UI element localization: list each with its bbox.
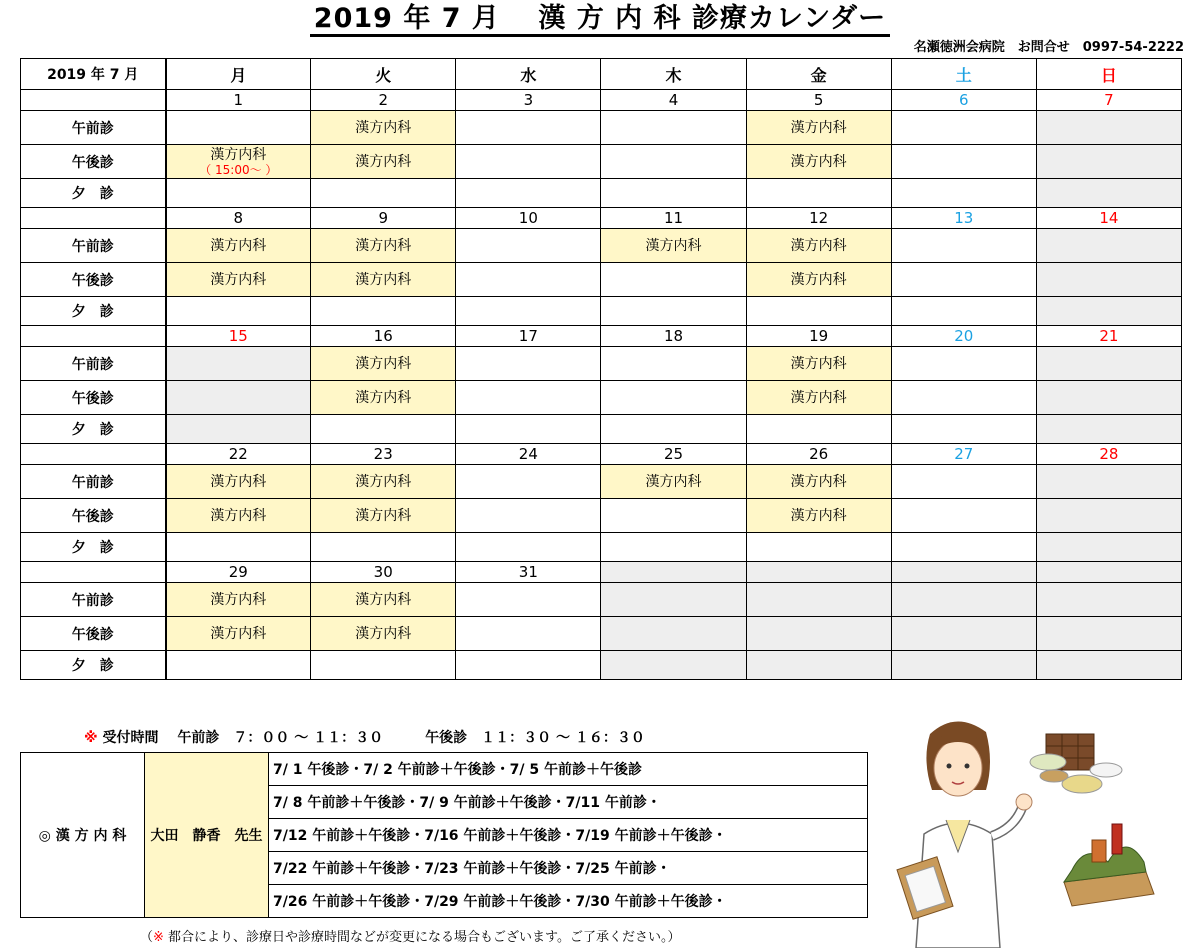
- slot-pm-sat: [891, 263, 1036, 297]
- kampo-slot-label: 漢方内科: [790, 473, 847, 490]
- slot-am-mon: [166, 347, 311, 381]
- slot-ev-thu: [601, 179, 746, 208]
- date-cell-wed: 10: [456, 208, 601, 229]
- session-label-am: 午前診: [21, 583, 166, 617]
- slot-am-sun: [1036, 229, 1181, 263]
- kampo-slot-label: 漢方内科: [790, 507, 847, 524]
- date-cell-mon: 1: [166, 90, 311, 111]
- slot-am-sat: [891, 229, 1036, 263]
- slot-pm-wed: [456, 145, 601, 179]
- reception-hours: [84, 727, 645, 747]
- slot-am-sat: [891, 111, 1036, 145]
- slot-ev-wed: [456, 297, 601, 326]
- kampo-slot-label: 漢方内科: [355, 153, 412, 170]
- date-cell-tue: 2: [311, 90, 456, 111]
- slot-ev-wed: [456, 179, 601, 208]
- date-row-label: [21, 90, 166, 111]
- slot-pm-tue: [311, 145, 456, 179]
- slot-pm-tue: [311, 499, 456, 533]
- session-label-ev: 夕 診: [21, 415, 166, 444]
- page-title: 2019 年 7 月 漢 方 内 科 診療カレンダー: [0, 2, 1200, 36]
- slot-am-mon: [166, 583, 311, 617]
- slot-am-wed: [456, 583, 601, 617]
- session-row-pm: [21, 499, 1182, 533]
- slot-am-wed: [456, 229, 601, 263]
- kampo-slot-label: 漢方内科: [355, 271, 412, 288]
- slot-am-wed: [456, 465, 601, 499]
- slot-pm-wed: [456, 617, 601, 651]
- date-cell-wed: 31: [456, 562, 601, 583]
- slot-pm-mon: [166, 263, 311, 297]
- kampo-slot-label: 漢方内科: [355, 355, 412, 372]
- slot-pm-thu: [601, 145, 746, 179]
- session-row-am: [21, 229, 1182, 263]
- date-cell-sat: 20: [891, 326, 1036, 347]
- slot-am-sat: [891, 583, 1036, 617]
- kampo-slot-label: 漢方内科: [355, 473, 412, 490]
- month-label: 2019 年 7 月: [21, 59, 166, 90]
- calendar-table: [20, 58, 1182, 680]
- date-cell-fri: 19: [746, 326, 891, 347]
- slot-am-wed: [456, 111, 601, 145]
- date-cell-sat: 13: [891, 208, 1036, 229]
- slot-am-thu: [601, 465, 746, 499]
- session-label-ev: 夕 診: [21, 179, 166, 208]
- slot-am-sat: [891, 465, 1036, 499]
- date-cell-sat: 6: [891, 90, 1036, 111]
- schedule-line: 7/ 8 午前診＋午後診・7/ 9 午前診＋午後診・7/11 午前診・: [269, 786, 868, 819]
- date-row-label: [21, 444, 166, 465]
- slot-am-thu: [601, 111, 746, 145]
- session-row-ev: [21, 533, 1182, 562]
- session-row-am: [21, 111, 1182, 145]
- date-cell-fri: [746, 562, 891, 583]
- slot-ev-mon: [166, 533, 311, 562]
- schedule-line: 7/12 午前診＋午後診・7/16 午前診＋午後診・7/19 午前診＋午後診・: [269, 819, 868, 852]
- date-row: [21, 208, 1182, 229]
- slot-pm-thu: [601, 499, 746, 533]
- slot-pm-wed: [456, 263, 601, 297]
- date-row: [21, 444, 1182, 465]
- slot-pm-fri: [746, 145, 891, 179]
- kampo-slot-label: 漢方内科: [210, 146, 267, 163]
- slot-ev-sat: [891, 651, 1036, 680]
- date-cell-thu: 25: [601, 444, 746, 465]
- kampo-slot-label: 漢方内科: [210, 237, 267, 254]
- slot-ev-mon: [166, 651, 311, 680]
- date-cell-tue: 9: [311, 208, 456, 229]
- slot-ev-sat: [891, 415, 1036, 444]
- slot-pm-wed: [456, 499, 601, 533]
- session-label-pm: 午後診: [21, 381, 166, 415]
- slot-ev-tue: [311, 533, 456, 562]
- date-cell-sun: [1036, 562, 1181, 583]
- slot-ev-tue: [311, 179, 456, 208]
- weekday-header-row: [21, 59, 1182, 90]
- doctor-figure-icon: [897, 721, 1032, 948]
- slot-ev-mon: [166, 179, 311, 208]
- slot-ev-fri: [746, 415, 891, 444]
- note-mark: ※: [153, 930, 164, 945]
- date-cell-thu: 18: [601, 326, 746, 347]
- kampo-slot-label: 漢方内科: [790, 153, 847, 170]
- slot-pm-fri: [746, 381, 891, 415]
- slot-ev-tue: [311, 415, 456, 444]
- slot-ev-fri: [746, 651, 891, 680]
- slot-pm-mon: [166, 499, 311, 533]
- date-cell-wed: 3: [456, 90, 601, 111]
- slot-ev-sat: [891, 297, 1036, 326]
- slot-ev-fri: [746, 533, 891, 562]
- reception-hours-text: 受付時間 午前診 ７：００ ～ １１：３０ 午後診 １１：３０ ～ １６：３０: [97, 730, 645, 746]
- slot-pm-fri: [746, 263, 891, 297]
- kampo-slot-label: 漢方内科: [210, 591, 267, 608]
- footnote: （※ 都合により、診療日や診療時間などが変更になる場合もございます。ご了承ください。）: [140, 930, 681, 945]
- kampo-slot-label: 漢方内科: [645, 473, 702, 490]
- slot-pm-sun: [1036, 381, 1181, 415]
- date-cell-sat: [891, 562, 1036, 583]
- note-mark: ※: [84, 730, 98, 746]
- doctor-name: 大田 静香 先生: [145, 753, 269, 918]
- date-cell-wed: 17: [456, 326, 601, 347]
- slot-am-tue: [311, 111, 456, 145]
- date-cell-sun: 21: [1036, 326, 1181, 347]
- date-cell-tue: 16: [311, 326, 456, 347]
- slot-ev-sun: [1036, 179, 1181, 208]
- date-row: [21, 562, 1182, 583]
- weekday-wed: 水: [456, 59, 601, 90]
- slot-am-sat: [891, 347, 1036, 381]
- date-cell-tue: 23: [311, 444, 456, 465]
- date-row-label: [21, 326, 166, 347]
- slot-am-fri: [746, 229, 891, 263]
- slot-ev-thu: [601, 533, 746, 562]
- session-row-am: [21, 583, 1182, 617]
- date-cell-sun: 14: [1036, 208, 1181, 229]
- date-cell-fri: 12: [746, 208, 891, 229]
- kampo-slot-label: 漢方内科: [355, 389, 412, 406]
- doctor-schedule-table: [20, 752, 868, 918]
- date-cell-mon: 8: [166, 208, 311, 229]
- schedule-line: 7/ 1 午後診・7/ 2 午前診＋午後診・7/ 5 午前診＋午後診: [269, 753, 868, 786]
- slot-am-sun: [1036, 465, 1181, 499]
- session-label-am: 午前診: [21, 347, 166, 381]
- kampo-slot-label: 漢方内科: [210, 507, 267, 524]
- session-label-pm: 午後診: [21, 617, 166, 651]
- slot-ev-thu: [601, 297, 746, 326]
- kampo-slot-label: 漢方内科: [790, 237, 847, 254]
- kampo-slot-label: 漢方内科: [210, 473, 267, 490]
- slot-pm-mon: [166, 381, 311, 415]
- slot-am-thu: [601, 583, 746, 617]
- session-row-pm: [21, 617, 1182, 651]
- date-cell-mon: 15: [166, 326, 311, 347]
- session-label-pm: 午後診: [21, 145, 166, 179]
- date-cell-wed: 24: [456, 444, 601, 465]
- date-row-label: [21, 208, 166, 229]
- date-cell-fri: 26: [746, 444, 891, 465]
- slot-ev-tue: [311, 651, 456, 680]
- slot-am-mon: [166, 229, 311, 263]
- slot-ev-sun: [1036, 651, 1181, 680]
- slot-am-wed: [456, 347, 601, 381]
- schedule-line: 7/22 午前診＋午後診・7/23 午前診＋午後診・7/25 午前診・: [269, 852, 868, 885]
- date-row: [21, 326, 1182, 347]
- slot-pm-sun: [1036, 499, 1181, 533]
- slot-pm-sun: [1036, 617, 1181, 651]
- slot-ev-tue: [311, 297, 456, 326]
- slot-am-sun: [1036, 111, 1181, 145]
- kampo-slot-label: 漢方内科: [790, 355, 847, 372]
- slot-ev-fri: [746, 297, 891, 326]
- date-cell-sat: 27: [891, 444, 1036, 465]
- date-row: [21, 90, 1182, 111]
- session-row-pm: [21, 263, 1182, 297]
- kampo-slot-label: 漢方内科: [355, 591, 412, 608]
- weekday-fri: 金: [746, 59, 891, 90]
- kampo-slot-label: 漢方内科: [790, 119, 847, 136]
- date-cell-tue: 30: [311, 562, 456, 583]
- date-cell-sun: 7: [1036, 90, 1181, 111]
- session-row-pm: [21, 145, 1182, 179]
- slot-pm-sat: [891, 617, 1036, 651]
- session-row-ev: [21, 415, 1182, 444]
- kampo-slot-label: 漢方内科: [210, 271, 267, 288]
- slot-pm-wed: [456, 381, 601, 415]
- slot-am-mon: [166, 111, 311, 145]
- weekday-thu: 木: [601, 59, 746, 90]
- slot-am-tue: [311, 583, 456, 617]
- contact-info: 名瀬徳洲会病院 お問合せ 0997-54-2222: [913, 40, 1184, 55]
- session-label-am: 午前診: [21, 111, 166, 145]
- slot-ev-sat: [891, 533, 1036, 562]
- slot-pm-sat: [891, 145, 1036, 179]
- slot-pm-sat: [891, 499, 1036, 533]
- weekday-sat: 土: [891, 59, 1036, 90]
- slot-ev-sun: [1036, 415, 1181, 444]
- kampo-slot-label: 漢方内科: [790, 271, 847, 288]
- session-label-am: 午前診: [21, 465, 166, 499]
- slot-ev-wed: [456, 651, 601, 680]
- slot-pm-tue: [311, 617, 456, 651]
- date-cell-thu: [601, 562, 746, 583]
- date-cell-mon: 29: [166, 562, 311, 583]
- slot-ev-sun: [1036, 533, 1181, 562]
- slot-am-fri: [746, 347, 891, 381]
- slot-ev-sun: [1036, 297, 1181, 326]
- slot-pm-thu: [601, 263, 746, 297]
- slot-ev-sat: [891, 179, 1036, 208]
- slot-pm-mon: [166, 145, 311, 179]
- session-row-am: [21, 465, 1182, 499]
- slot-am-thu: [601, 229, 746, 263]
- slot-am-tue: [311, 229, 456, 263]
- slot-pm-sun: [1036, 145, 1181, 179]
- date-row-label: [21, 562, 166, 583]
- session-label-am: 午前診: [21, 229, 166, 263]
- department-name: ◎ 漢 方 内 科: [21, 753, 145, 918]
- kampo-slot-label: 漢方内科: [645, 237, 702, 254]
- slot-ev-wed: [456, 415, 601, 444]
- schedule-row: [21, 753, 868, 786]
- slot-pm-tue: [311, 381, 456, 415]
- session-row-ev: [21, 651, 1182, 680]
- slot-ev-thu: [601, 415, 746, 444]
- session-row-ev: [21, 179, 1182, 208]
- slot-pm-mon: [166, 617, 311, 651]
- date-cell-thu: 11: [601, 208, 746, 229]
- session-label-pm: 午後診: [21, 263, 166, 297]
- date-cell-sun: 28: [1036, 444, 1181, 465]
- slot-am-mon: [166, 465, 311, 499]
- slot-pm-tue: [311, 263, 456, 297]
- slot-am-thu: [601, 347, 746, 381]
- slot-am-fri: [746, 111, 891, 145]
- slot-pm-thu: [601, 381, 746, 415]
- session-row-ev: [21, 297, 1182, 326]
- date-cell-mon: 22: [166, 444, 311, 465]
- kampo-slot-label: 漢方内科: [355, 119, 412, 136]
- kampo-slot-label: 漢方内科: [355, 237, 412, 254]
- weekday-tue: 火: [311, 59, 456, 90]
- slot-am-fri: [746, 465, 891, 499]
- slot-am-sun: [1036, 583, 1181, 617]
- kampo-slot-label: 漢方内科: [355, 507, 412, 524]
- slot-pm-sat: [891, 381, 1036, 415]
- weekday-mon: 月: [166, 59, 311, 90]
- start-time-note: （ 15:00～ ）: [199, 162, 278, 177]
- slot-pm-sun: [1036, 263, 1181, 297]
- weekday-sun: 日: [1036, 59, 1181, 90]
- slot-ev-mon: [166, 297, 311, 326]
- herb-book-icon: [1064, 824, 1154, 906]
- date-cell-thu: 4: [601, 90, 746, 111]
- slot-ev-fri: [746, 179, 891, 208]
- slot-am-fri: [746, 583, 891, 617]
- slot-am-tue: [311, 465, 456, 499]
- session-label-ev: 夕 診: [21, 651, 166, 680]
- session-row-am: [21, 347, 1182, 381]
- kampo-slot-label: 漢方内科: [210, 625, 267, 642]
- session-row-pm: [21, 381, 1182, 415]
- schedule-line: 7/26 午前診＋午後診・7/29 午前診＋午後診・7/30 午前診＋午後診・: [269, 885, 868, 918]
- kampo-slot-label: 漢方内科: [790, 389, 847, 406]
- slot-am-tue: [311, 347, 456, 381]
- session-label-ev: 夕 診: [21, 533, 166, 562]
- slot-pm-fri: [746, 617, 891, 651]
- slot-ev-thu: [601, 651, 746, 680]
- date-cell-fri: 5: [746, 90, 891, 111]
- slot-ev-wed: [456, 533, 601, 562]
- doctor-illustration: [886, 712, 1184, 948]
- slot-pm-thu: [601, 617, 746, 651]
- session-label-pm: 午後診: [21, 499, 166, 533]
- slot-pm-fri: [746, 499, 891, 533]
- session-label-ev: 夕 診: [21, 297, 166, 326]
- slot-am-sun: [1036, 347, 1181, 381]
- slot-ev-mon: [166, 415, 311, 444]
- kampo-slot-label: 漢方内科: [355, 625, 412, 642]
